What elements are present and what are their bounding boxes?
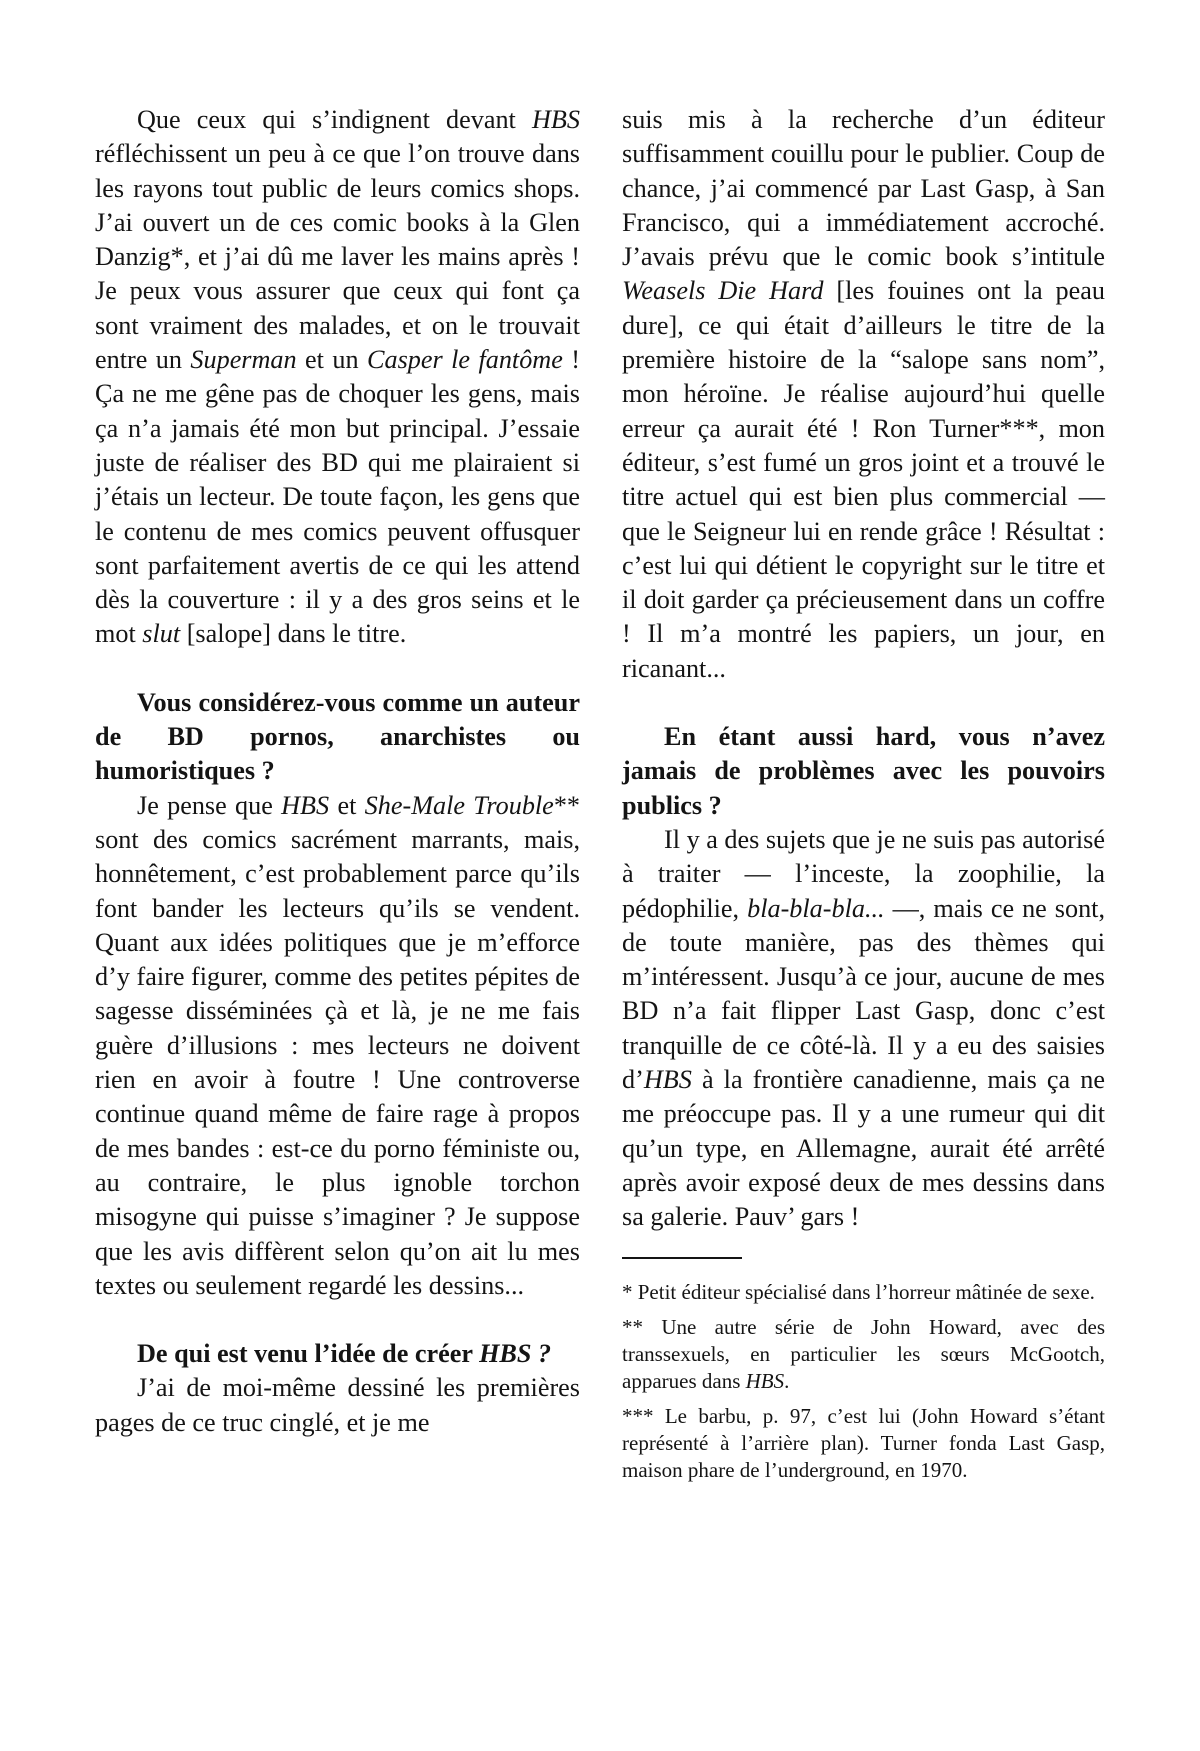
paragraph: Je pense que HBS et She-Male Trouble** sont des comics sacrément marrants, mais, honnêtement, c’est probablement parce qu’ils font bander les lecteurs qu’ils se vendent. Quant aux idées politiques que je m’efforce d’y faire figurer, comme des petites pépites de sagesse disséminées çà et là, je ne me fais guère d’illusions : mes lecteurs ne doivent rien en avoir à foutre ! Une controverse continue quand même de faire rage à propos de mes bandes : est-ce du porno féministe ou, au contraire, le plus ignoble torchon misogyne qui puisse s’imaginer ? Je suppose que les avis diffèrent selon qu’on ait lu mes textes ou seulement regardé les dessins... bbox=[95, 790, 580, 1300]
footnote: * Petit éditeur spécialisé dans l’horreur mâtinée de sexe. bbox=[622, 1279, 1095, 1304]
footnote: *** Le barbu, p. 97, c’est lui (John Howard s’étant représenté à l’arrière plan). Turner fonda Last Gasp, maison phare de l’underground, en 1970. bbox=[622, 1403, 1105, 1482]
interview-question: De qui est venu l’idée de créer HBS ? bbox=[137, 1339, 552, 1369]
paragraph: J’ai de moi-même dessiné les premières pages de ce truc cinglé, et je me bbox=[95, 1373, 580, 1437]
paragraph: Il y a des sujets que je ne suis pas autorisé à traiter — l’inceste, la zoophilie, la pédophilie, bla-bla-bla... —, mais ce ne sont, de toute manière, pas des thèmes qui m’intéressent. Jusqu’à ce jour, aucune de mes BD n’a fait flipper Last Gasp, donc c’est tranquille de ce côté-là. Il y a eu des saisies d’HBS à la frontière canadienne, mais ça ne me préoccupe pas. Il y a une rumeur qui dit qu’un type, en Allemagne, aurait été arrêté après avoir exposé deux de mes dessins dans sa galerie. Pauv’ gars ! bbox=[622, 824, 1106, 1232]
right-column bbox=[622, 103, 1105, 1492]
left-column bbox=[95, 103, 580, 1440]
paragraph: Que ceux qui s’indignent devant HBS réfléchissent un peu à ce que l’on trouve dans les rayons tout public de leurs comics shops. J’ai ouvert un de ces comic books à la Glen Danzig*, et j’ai dû me laver les mains après ! Je peux vous assurer que ceux qui font ça sont vraiment des malades, et on le trouvait entre un Superman et un Casper le fantôme ! Ça ne me gêne pas de choquer les gens, mais ça n’a jamais été mon but principal. J’essaie juste de réaliser des BD qui me plairaient si j’étais un lecteur. De toute façon, les gens que le contenu de mes comics peuvent offusquer sont parfaitement avertis de ce qui les attend dès la couverture : il y a des gros seins et le mot slut [salope] dans le titre. bbox=[95, 105, 580, 649]
footnotes bbox=[622, 1279, 1105, 1484]
interview-question: En étant aussi hard, vous n’avez jamais de problèmes avec les pouvoirs publics ? bbox=[622, 722, 1105, 820]
paragraph: suis mis à la recherche d’un éditeur suffisamment couillu pour le publier. Coup de chance, j’ai commencé par Last Gasp, à San Francisco, qui a immédiatement accroché. J’avais prévu que le comic book s’intitule Weasels Die Hard [les fouines ont la peau dure], ce qui était d’ailleurs le titre de la première histoire de la “salope sans nom”, mon héroïne. Je réalise aujourd’hui quelle erreur ça aurait été ! Ron Turner***, mon éditeur, s’est fumé un gros joint et a trouvé le titre actuel qui est bien plus commercial — que le Seigneur lui en rende grâce ! Résultat : c’est lui qui détient le copyright sur le titre et il doit garder ça précieusement dans un coffre ! Il m’a montré les papiers, un jour, en ricanant... bbox=[622, 105, 1105, 683]
footnote-divider bbox=[622, 1257, 742, 1259]
footnote: ** Une autre série de John Howard, avec des transsexuels, en particulier les sœurs McGootch, apparues dans HBS. bbox=[622, 1314, 1105, 1393]
interview-question: Vous considérez-vous comme un auteur de BD pornos, anarchistes ou humoristiques ? bbox=[95, 687, 580, 786]
